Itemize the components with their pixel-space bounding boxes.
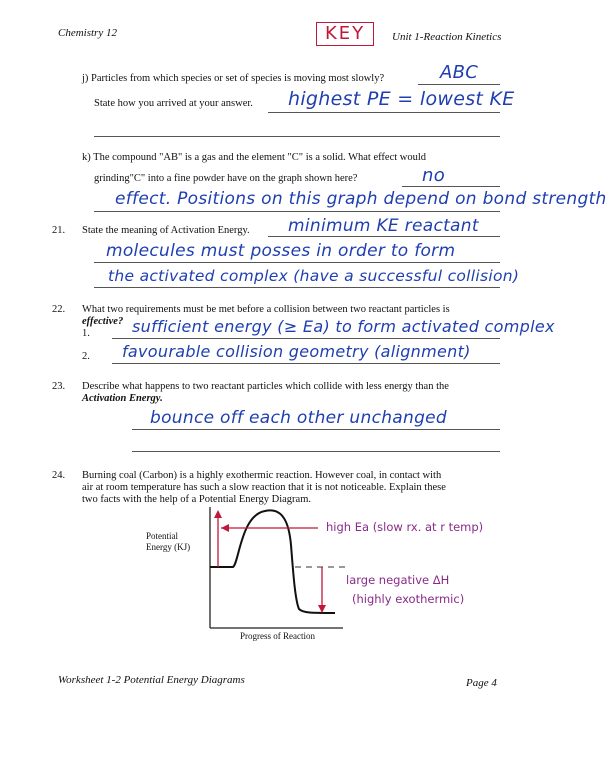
answer-line	[418, 84, 500, 85]
annotation-delta-h-2: (highly exothermic)	[352, 592, 465, 606]
question-22-number: 22.	[52, 304, 66, 315]
question-j-reason: highest PE = lowest KE	[288, 88, 515, 110]
question-j-answer: ABC	[440, 62, 479, 83]
arrow-left-icon	[221, 524, 229, 532]
page-number: Page 4	[466, 677, 497, 689]
question-22-line2: effective?	[82, 316, 124, 327]
answer-line	[268, 236, 500, 237]
question-24-line3: two facts with the help of a Potential Energy Diagram.	[82, 494, 311, 505]
annotation-high-ea: high Ea (slow rx. at r temp)	[326, 520, 484, 534]
question-23-line1: Describe what happens to two reactant particles which collide with less energy than the	[82, 381, 449, 392]
answer-line	[112, 363, 500, 364]
question-21-text: State the meaning of Activation Energy.	[82, 225, 250, 236]
answer-line	[268, 112, 500, 113]
question-23-number: 23.	[52, 381, 66, 392]
question-k-answer-2: effect. Positions on this graph depend on bond strength	[115, 189, 607, 209]
question-k-line1: k) The compound "AB" is a gas and the element "C" is a solid. What effect would	[82, 152, 427, 163]
y-axis-label-1: Potential	[146, 531, 178, 541]
question-j-prompt: State how you arrived at your answer.	[94, 98, 253, 109]
course-title: Chemistry 12	[58, 27, 117, 39]
answer-line	[94, 287, 500, 288]
footer-title: Worksheet 1-2 Potential Energy Diagrams	[58, 674, 245, 686]
question-24-line2: air at room temperature has such a slow reaction that it is not noticeable. Explain these	[82, 482, 446, 493]
arrow-down-icon	[318, 605, 326, 613]
question-k-line2: grinding"C" into a fine powder have on the graph shown here?	[94, 173, 358, 184]
question-21-answer-2: molecules must posses in order to form	[106, 241, 456, 261]
answer-line	[112, 338, 500, 339]
question-22-line1: What two requirements must be met before a collision between two reactant particles is	[82, 304, 450, 315]
question-22-answer-2: favourable collision geometry (alignment)	[122, 342, 471, 361]
question-22-item-1-number: 1.	[82, 328, 90, 339]
answer-line	[132, 429, 500, 430]
question-k-answer-1: no	[422, 165, 446, 186]
question-23-answer: bounce off each other unchanged	[150, 408, 448, 428]
answer-line	[94, 211, 500, 212]
question-22-answer-1: sufficient energy (≥ Ea) to form activated complex	[132, 317, 555, 336]
y-axis-label-2: Energy (KJ)	[146, 542, 191, 552]
annotation-delta-h-1: large negative ΔH	[346, 573, 450, 587]
question-21-answer-3: the activated complex (have a successful collision)	[108, 267, 520, 285]
question-21-answer-1: minimum KE reactant	[288, 216, 479, 236]
answer-line	[94, 262, 500, 263]
unit-title: Unit 1-Reaction Kinetics	[392, 31, 502, 43]
x-axis-label: Progress of Reaction	[240, 631, 315, 641]
answer-line	[94, 136, 500, 137]
key-stamp: KEY	[316, 22, 374, 46]
question-24-line1: Burning coal (Carbon) is a highly exothermic reaction. However coal, in contact with	[82, 470, 442, 481]
question-23-line2: Activation Energy.	[82, 393, 163, 404]
question-21-number: 21.	[52, 225, 66, 236]
question-24-number: 24.	[52, 470, 66, 481]
question-j-text: j) Particles from which species or set of species is moving most slowly?	[82, 73, 385, 84]
question-22-item-2-number: 2.	[82, 351, 90, 362]
answer-line	[402, 186, 500, 187]
arrow-up-icon	[214, 510, 222, 518]
answer-line	[132, 451, 500, 452]
